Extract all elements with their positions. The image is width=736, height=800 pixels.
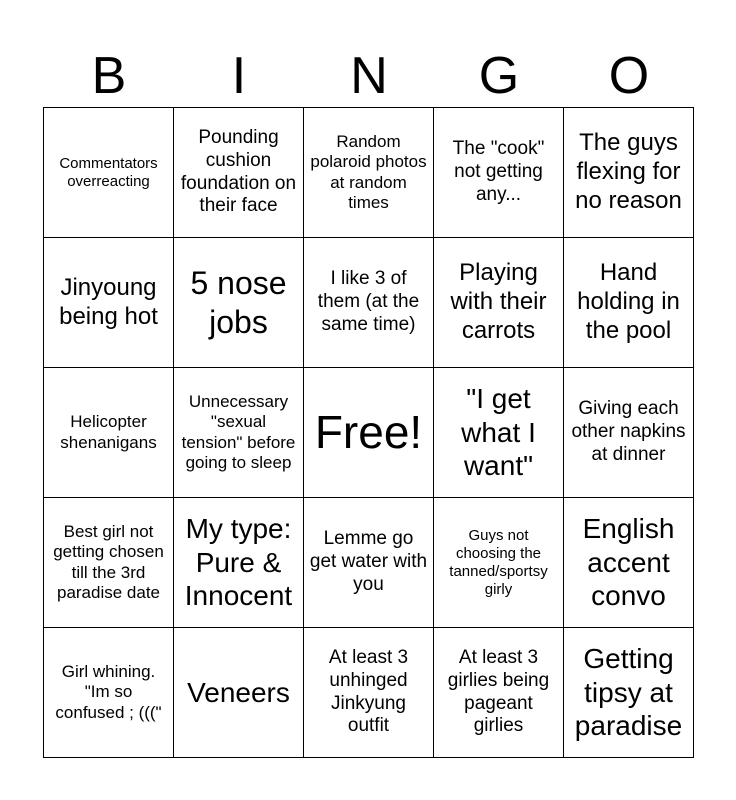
bingo-cell[interactable]: Lemme go get water with you bbox=[304, 498, 434, 628]
header-letter-i: I bbox=[231, 47, 247, 105]
bingo-cell[interactable]: Jinyoung being hot bbox=[44, 238, 174, 368]
bingo-row bbox=[44, 628, 694, 758]
bingo-cell[interactable]: Random polaroid photos at random times bbox=[304, 108, 434, 238]
bingo-cell[interactable]: The "cook" not getting any... bbox=[434, 108, 564, 238]
bingo-cell[interactable]: Guys not choosing the tanned/sportsy girly bbox=[434, 498, 564, 628]
bingo-cell[interactable]: Veneers bbox=[174, 628, 304, 758]
bingo-cell[interactable]: English accent convo bbox=[564, 498, 694, 628]
bingo-cell[interactable]: Commentators overreacting bbox=[44, 108, 174, 238]
bingo-cell[interactable]: 5 nose jobs bbox=[174, 238, 304, 368]
bingo-cell[interactable]: Girl whining. "Im so confused ; (((" bbox=[44, 628, 174, 758]
bingo-cell[interactable]: At least 3 girlies being pageant girlies bbox=[434, 628, 564, 758]
bingo-cell[interactable]: Playing with their carrots bbox=[434, 238, 564, 368]
bingo-cell[interactable]: Best girl not getting chosen till the 3rd paradise date bbox=[44, 498, 174, 628]
bingo-header bbox=[44, 46, 694, 106]
bingo-row bbox=[44, 108, 694, 238]
bingo-cell[interactable]: Getting tipsy at paradise bbox=[564, 628, 694, 758]
bingo-row bbox=[44, 498, 694, 628]
header-letter-o: O bbox=[608, 47, 650, 105]
bingo-cell[interactable]: Hand holding in the pool bbox=[564, 238, 694, 368]
bingo-cell[interactable]: My type: Pure & Innocent bbox=[174, 498, 304, 628]
bingo-cell[interactable]: Helicopter shenanigans bbox=[44, 368, 174, 498]
bingo-row bbox=[44, 368, 694, 498]
bingo-grid bbox=[43, 107, 694, 758]
header-letter-n: N bbox=[350, 47, 388, 105]
header-letter-g: G bbox=[478, 47, 520, 105]
header-letter-b: B bbox=[91, 47, 127, 105]
free-space-cell[interactable]: Free! bbox=[304, 368, 434, 498]
bingo-cell[interactable]: Pounding cushion foundation on their face bbox=[174, 108, 304, 238]
bingo-cell[interactable]: I like 3 of them (at the same time) bbox=[304, 238, 434, 368]
bingo-cell[interactable]: "I get what I want" bbox=[434, 368, 564, 498]
bingo-cell[interactable]: The guys flexing for no reason bbox=[564, 108, 694, 238]
bingo-cell[interactable]: Giving each other napkins at dinner bbox=[564, 368, 694, 498]
bingo-cell[interactable]: Unnecessary "sexual tension" before going to sleep bbox=[174, 368, 304, 498]
bingo-cell[interactable]: At least 3 unhinged Jinkyung outfit bbox=[304, 628, 434, 758]
bingo-row bbox=[44, 238, 694, 368]
